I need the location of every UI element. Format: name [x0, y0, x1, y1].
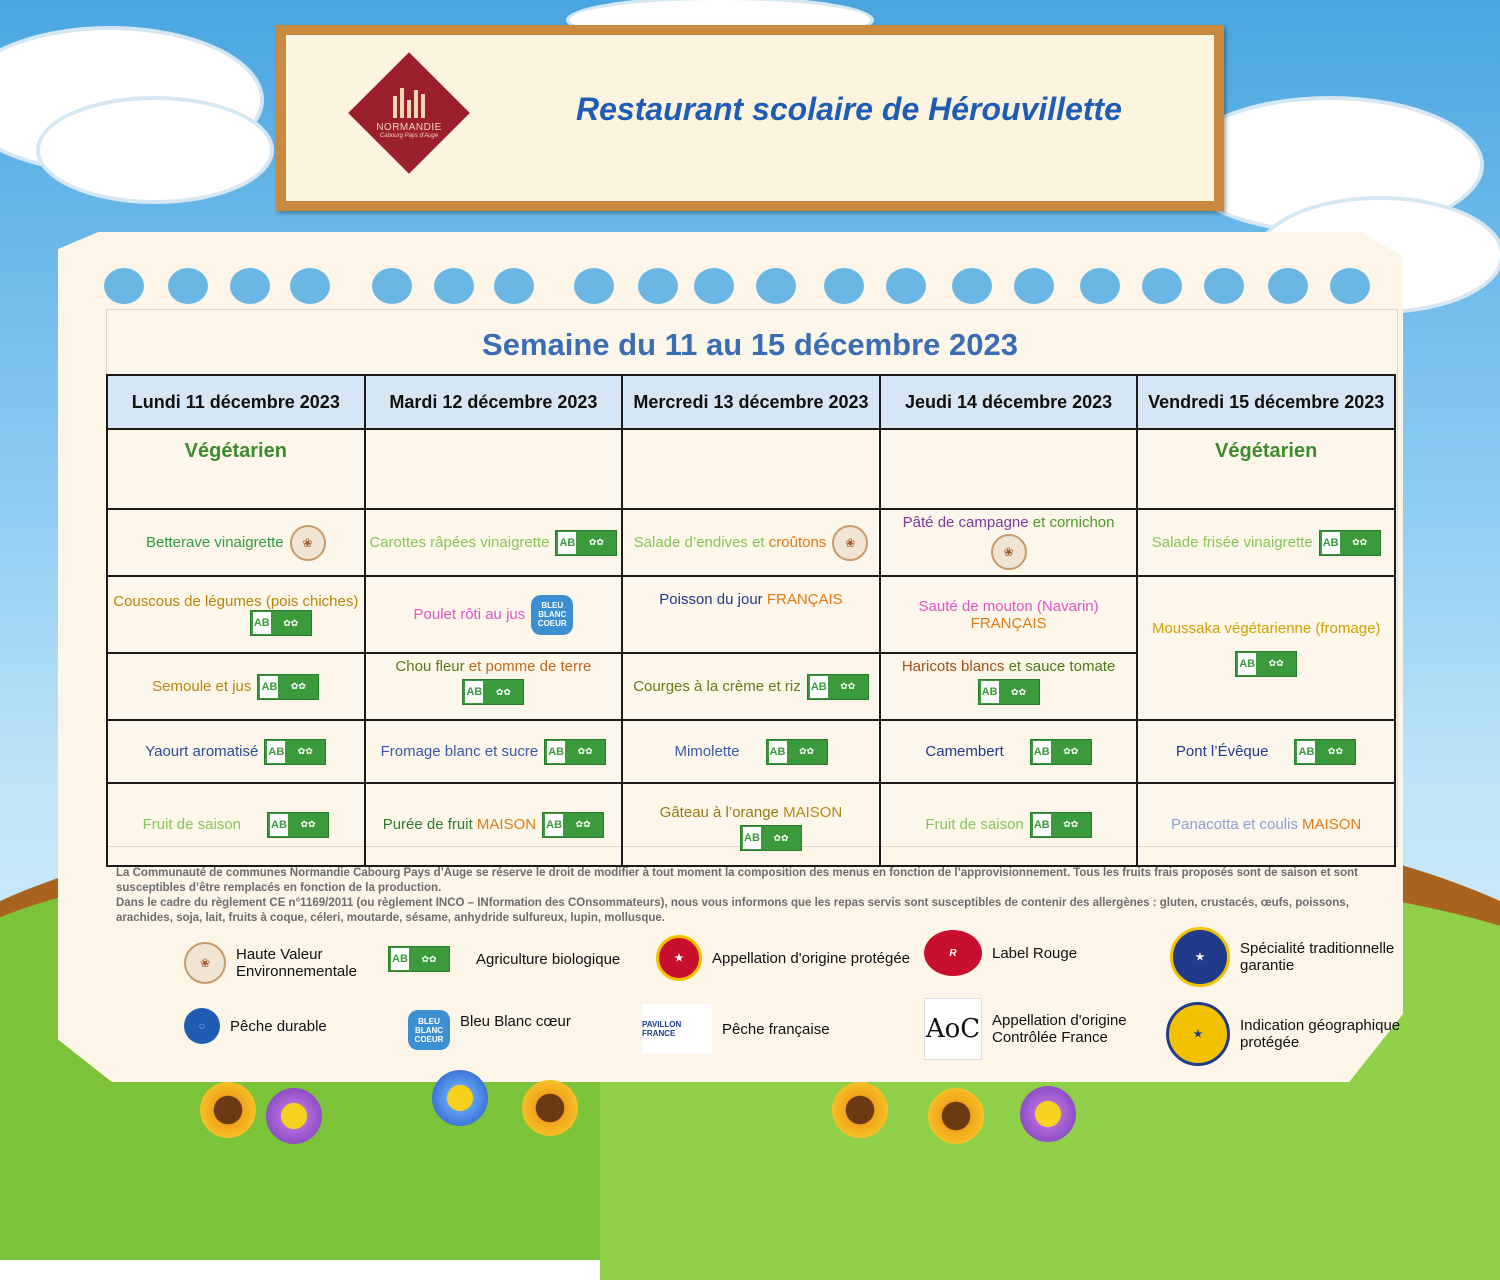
- dessert-row: [107, 783, 1395, 866]
- menu-cell: [107, 653, 365, 720]
- dish-text: Semoule et jus: [152, 678, 252, 695]
- dish-text: Yaourt aromatisé: [145, 743, 259, 760]
- organic-ab-icon: AB ✿✿: [544, 739, 606, 765]
- legend-bleu-blanc-coeur: [408, 1010, 571, 1050]
- hve-icon: ❀: [290, 525, 326, 561]
- legend-igp: [1166, 1002, 1415, 1066]
- menu-cell: [880, 720, 1138, 783]
- organic-ab-icon: AB ✿✿: [766, 739, 828, 765]
- menu-cell: [365, 509, 623, 576]
- legend-label: Indication géographique protégée: [1240, 1017, 1401, 1051]
- dish-text: Courges à la crème et riz: [633, 678, 801, 695]
- organic-ab-icon: AB ✿✿: [1030, 739, 1092, 765]
- organic-ab-icon: AB ✿✿: [1235, 651, 1297, 677]
- dish-text: Panacotta et coulis MAISON: [1171, 816, 1362, 833]
- organic-ab-icon: AB ✿✿: [264, 739, 326, 765]
- legend-label: Haute Valeur Environnementale: [236, 946, 357, 980]
- paper-hole: [952, 268, 992, 304]
- flower-decoration: [1020, 1086, 1076, 1142]
- paper-hole: [434, 268, 474, 304]
- legend-label: Appellation d'origine protégée: [712, 949, 911, 967]
- flower-decoration: [432, 1070, 488, 1126]
- hve-icon: ❀: [832, 525, 868, 561]
- label-rouge-icon: R: [924, 930, 982, 976]
- menu-table: [106, 374, 1396, 867]
- menu-cell: [880, 653, 1138, 720]
- aop-icon: ★: [656, 935, 702, 981]
- organic-ab-icon: AB ✿✿: [1319, 530, 1381, 556]
- menu-cell: [622, 576, 880, 653]
- organic-ab-icon: AB ✿✿: [1294, 739, 1356, 765]
- legend-aop: [656, 935, 910, 981]
- paper-hole: [694, 268, 734, 304]
- paper-hole: [1268, 268, 1308, 304]
- paper-hole: [1014, 268, 1054, 304]
- legend-label: Pêche durable: [230, 1017, 327, 1035]
- dish-text: Couscous de légumes (pois chiches): [113, 593, 359, 610]
- legend-label: Bleu Blanc cœur: [460, 1012, 571, 1030]
- dish-text: Mimolette: [674, 743, 740, 760]
- dish-text: Fruit de saison: [142, 816, 241, 833]
- dish-text: Salade d’endives et croûtons: [633, 534, 827, 551]
- dish-text: Poulet rôti au jus: [413, 606, 526, 623]
- menu-cell: [880, 509, 1138, 576]
- dish-text: Purée de fruit MAISON: [382, 816, 537, 833]
- dish-text: Salade frisée vinaigrette: [1151, 534, 1313, 551]
- legend-peche-francaise: [642, 1004, 830, 1054]
- organic-ab-icon: AB ✿✿: [267, 812, 329, 838]
- menu-cell: [880, 576, 1138, 653]
- dish-text: Carottes râpées vinaigrette: [369, 534, 550, 551]
- legend-label: Label Rouge: [992, 944, 1078, 962]
- paper-hole: [372, 268, 412, 304]
- menu-cell: [107, 509, 365, 576]
- paper-hole: [1142, 268, 1182, 304]
- day-header: Mercredi 13 décembre 2023: [622, 375, 880, 429]
- sunflower-decoration: [200, 1082, 256, 1138]
- menu-notes: [116, 866, 1361, 926]
- week-title: Semaine du 11 au 15 décembre 2023: [482, 327, 1018, 362]
- dish-text: Fromage blanc et sucre: [380, 743, 539, 760]
- legend-label: Agriculture biologique: [476, 950, 621, 968]
- organic-ab-icon: AB ✿✿: [555, 530, 617, 556]
- stg-icon: ★: [1170, 927, 1230, 987]
- dish-text: Poisson du jour FRANÇAIS: [659, 591, 843, 608]
- dish-text: Betterave vinaigrette: [146, 534, 284, 551]
- menu-cell: [365, 653, 623, 720]
- day-header: Vendredi 15 décembre 2023: [1137, 375, 1395, 429]
- menu-cell: [365, 720, 623, 783]
- menu-cell: [107, 576, 365, 653]
- pavillon-france-icon: PAVILLON FRANCE: [642, 1004, 712, 1054]
- paper-hole: [574, 268, 614, 304]
- cloud: [40, 100, 270, 200]
- paper-hole: [638, 268, 678, 304]
- organic-ab-icon: AB ✿✿: [257, 674, 319, 700]
- dish-text: Moussaka végétarienne (fromage): [1151, 619, 1381, 637]
- aoc-icon: AoC: [924, 998, 982, 1060]
- sunflower-decoration: [832, 1082, 888, 1138]
- sunflower-decoration: [522, 1080, 578, 1136]
- note-text: La Communauté de communes Normandie Cabourg Pays d’Auge se réserve le droit de modifier à tout moment la composition des menus en fonction de l’approvisionnement. Tous les fruits frais proposés sont de saison et sont susceptibles d’être remplacés en fonction de la production.: [116, 867, 1359, 894]
- legend-hve: [184, 942, 371, 984]
- paper-hole: [1330, 268, 1370, 304]
- sunflower-decoration: [928, 1088, 984, 1144]
- legend-label: Spécialité traditionnelle garantie: [1240, 940, 1395, 974]
- paper-hole: [168, 268, 208, 304]
- menu-cell: [1137, 720, 1395, 783]
- menu-cell: [622, 509, 880, 576]
- dish-text: Chou fleur et pomme de terre: [395, 658, 592, 675]
- bleu-blanc-coeur-icon: BLEU BLANC COEUR: [408, 1010, 450, 1050]
- legend-peche-durable: [184, 1008, 327, 1044]
- plat-row: [107, 576, 1395, 653]
- legend-label: Pêche française: [722, 1020, 830, 1038]
- theme-cell: Végétarien: [1137, 429, 1395, 509]
- menu-cell: [622, 720, 880, 783]
- menu-cell: [1137, 783, 1395, 866]
- menu-cell: [622, 653, 880, 720]
- menu-cell: [622, 783, 880, 866]
- dish-text: Haricots blancs et sauce tomate: [901, 658, 1116, 675]
- hve-icon: ❀: [991, 534, 1027, 570]
- theme-cell: [622, 429, 880, 509]
- dish-text: Fruit de saison: [925, 816, 1024, 833]
- entree-row: [107, 509, 1395, 576]
- organic-ab-icon: AB ✿✿: [388, 946, 450, 972]
- theme-row: [107, 429, 1395, 509]
- paper-hole: [104, 268, 144, 304]
- legend-stg: [1170, 927, 1410, 987]
- menu-cell: [365, 576, 623, 653]
- header-board: [276, 25, 1224, 211]
- igp-icon: ★: [1166, 1002, 1230, 1066]
- dish-text: Pâté de campagne et cornichon: [902, 514, 1115, 531]
- legend-aoc: [924, 998, 1142, 1060]
- paper-hole: [290, 268, 330, 304]
- organic-ab-icon: AB ✿✿: [740, 825, 802, 851]
- day-header: Jeudi 14 décembre 2023: [880, 375, 1138, 429]
- flower-decoration: [266, 1088, 322, 1144]
- hve-icon: ❀: [184, 942, 226, 984]
- laitage-row: [107, 720, 1395, 783]
- organic-ab-icon: AB ✿✿: [462, 679, 524, 705]
- paper-hole: [494, 268, 534, 304]
- menu-cell: [880, 783, 1138, 866]
- theme-cell: [365, 429, 623, 509]
- menu-cell: [107, 783, 365, 866]
- legend-bio: [388, 946, 620, 972]
- theme-cell: Végétarien: [107, 429, 365, 509]
- dish-text: Gâteau à l’orange MAISON: [659, 804, 843, 821]
- paper-hole: [756, 268, 796, 304]
- paper-hole: [230, 268, 270, 304]
- menu-cell: [107, 720, 365, 783]
- bleu-blanc-coeur-icon: BLEU BLANC COEUR: [531, 595, 573, 635]
- menu-cell: [365, 783, 623, 866]
- page-title: Restaurant scolaire de Hérouvillette: [576, 91, 1122, 127]
- paper-hole: [1204, 268, 1244, 304]
- organic-ab-icon: AB ✿✿: [978, 679, 1040, 705]
- paper-hole: [886, 268, 926, 304]
- day-header-row: [107, 375, 1395, 429]
- menu-cell: [1137, 509, 1395, 576]
- peche-durable-icon: ◌: [184, 1008, 220, 1044]
- organic-ab-icon: AB ✿✿: [1030, 812, 1092, 838]
- day-header: Mardi 12 décembre 2023: [365, 375, 623, 429]
- legend-label: Appellation d'origine Contrôlée France: [992, 1012, 1127, 1046]
- legend-label-rouge: [924, 930, 1077, 976]
- day-header: Lundi 11 décembre 2023: [107, 375, 365, 429]
- organic-ab-icon: AB ✿✿: [807, 674, 869, 700]
- theme-cell: [880, 429, 1138, 509]
- dish-text: Sauté de mouton (Navarin) FRANÇAIS: [918, 597, 1099, 632]
- paper-hole: [824, 268, 864, 304]
- paper-hole: [1080, 268, 1120, 304]
- dish-text: Camembert: [925, 743, 1004, 760]
- normandie-logo: NORMANDIE Cabourg Pays d'Auge: [348, 52, 470, 174]
- organic-ab-icon: AB ✿✿: [250, 610, 312, 636]
- dish-text: Pont l’Évêque: [1175, 743, 1269, 760]
- note-text: Dans le cadre du règlement CE n°1169/2011 (ou règlement INCO – INformation des COnsommateurs), nous vous informons que les repas servis sont susceptibles de contenir des allergènes : gluten, crustacés, œufs, poissons, arachides, soja, lait, fruits à coque, céleri, moutarde, sésame, anhydride sulfureux, lupin, mollusque.: [116, 897, 1349, 924]
- menu-cell: [1137, 576, 1395, 720]
- organic-ab-icon: AB ✿✿: [542, 812, 604, 838]
